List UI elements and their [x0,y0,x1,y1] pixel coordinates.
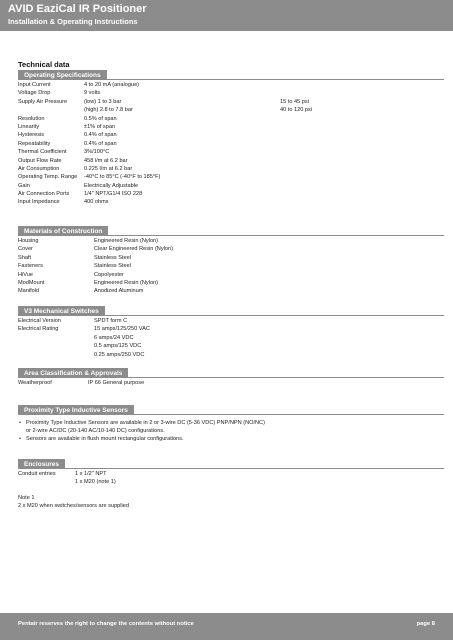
spec-value: 1/4" NPT/G1/4 ISO 228 [84,191,143,198]
spec-label: Weatherproof [18,380,52,386]
document-subtitle: Installation & Operating Instructions [8,17,138,26]
spec-value: Engineered Resin (Nylon) [94,279,159,286]
bullet-icon: • [19,420,21,426]
list-item-line: or 2-wire AC/DC (20-140 AC/10-140 DC) configurations. [26,428,165,435]
spec-value: Copolyester [94,271,124,278]
spec-value: SPDT form C [94,318,128,324]
note-block [18,494,129,511]
proximity-list [18,419,265,444]
spec-label: Manifold [18,288,40,295]
spec-value: -40°C to 85°C (-40°F to 185°F) [84,174,161,181]
spec-label: Fasteners [18,263,43,270]
spec-label: Input Impedance [18,199,60,206]
spec-label: Air Connection Ports [18,191,70,198]
note-text: 2 x M20 when switches/sensors are supplied [18,503,129,510]
spec-value: 0.5 amps/125 VDC [94,343,142,350]
page-footer [0,613,453,640]
spec-value: 0.225 l/m at 6.2 bar [84,165,133,172]
spec-label: Electrical Rating [18,326,59,333]
proximity-bar [18,405,444,415]
spec-label: Thermal Coefficient [18,149,67,156]
spec-value: 4 to 20 mA (analogue) [84,82,140,88]
spec-value: 9 volts [84,90,101,97]
spec-label: Output Flow Rate [18,157,62,164]
area-bar [18,368,444,378]
spec-label: Linearity [18,123,40,130]
operating-specifications-bar [18,70,444,80]
spec-label: Gain [18,182,30,189]
enclosures-bar [18,459,444,469]
spec-value: 0.5% of span [84,115,117,122]
spec-label: HiVue [18,271,34,278]
spec-value: 1 x 1/2" NPT [75,471,107,477]
technical-data-heading: Technical data [18,60,70,69]
spec-label: Housing [18,238,39,244]
proximity-title: Proximity Type Inductive Sensors [18,405,134,415]
switches-bar [18,306,444,316]
spec-value: 40 to 120 psi [280,107,313,114]
list-item [18,435,265,443]
spec-label: Hysteresis [18,132,45,139]
spec-label: Input Current [18,82,51,88]
list-item [18,419,265,435]
spec-value: 15 amps/125/250 VAC [94,326,150,333]
spec-value: Anodized Aluminum [94,288,144,295]
spec-label: Repeatability [18,140,51,147]
spec-label: Resolution [18,115,45,122]
spec-value: Electrically Adjustable [84,182,139,189]
spec-value: 6 amps/24 VDC [94,334,134,341]
document-title: AVID EaziCal IR Positioner [8,3,147,15]
spec-label: Electrical Version [18,318,61,324]
bullet-icon: • [19,436,21,443]
footer-disclaimer: Pentair reserves the right to change the contents without notice [18,621,194,627]
spec-value: IP 66 General purpose [88,380,145,386]
spec-label: Cover [18,246,33,253]
operating-specifications-title: Operating Specifications [18,70,107,80]
page-number: page 8 [416,621,435,627]
spec-label: Air Consumption [18,165,60,172]
spec-value: 0.4% of span [84,140,117,147]
spec-value: Clear Engineered Resin (Nylon) [94,246,173,253]
spec-value: Stainless Steel [94,263,132,270]
spec-label: Supply Air Pressure [18,98,68,105]
spec-label: Conduit entries [18,471,56,477]
list-item-line: Sensors are available in flush mount rectangular configurations. [26,436,184,443]
spec-value: 0.25 amps/250 VDC [94,351,145,358]
materials-bar [18,226,444,236]
spec-value: (high) 2.8 to 7.8 bar [84,107,133,114]
spec-value: 15 to 45 psi [280,98,309,105]
spec-label: Operating Temp. Range [18,174,78,181]
page-header [0,0,453,31]
switches-title: V3 Mechanical Switches [18,306,105,316]
spec-value: (low) 1 to 3 bar [84,98,122,105]
spec-value: ±1% of span [84,123,116,130]
spec-value: 3%/100°C [84,149,110,156]
list-item-line: Proximity Type Inductive Sensors are available in 2 or 3-wire DC (5-36 VDC) PNP/NPN (NO/NC) [26,420,265,426]
spec-label: ModMount [18,279,45,286]
spec-label: Voltage Drop [18,90,51,97]
area-title: Area Classification & Approvals [18,368,128,378]
enclosures-title: Enclosures [18,459,65,469]
materials-title: Materials of Construction [18,226,108,236]
spec-value: Engineered Resin (Nylon) [94,238,159,244]
spec-label: Shaft [18,254,32,261]
spec-value: 400 ohms [84,199,109,206]
spec-value: 458 l/m at 6.2 bar [84,157,128,164]
note-title: Note 1 [18,495,35,501]
spec-value: Stainless Steel [94,254,132,261]
spec-value: 1 x M20 (note 1) [75,479,116,486]
spec-value: 0.4% of span [84,132,117,139]
